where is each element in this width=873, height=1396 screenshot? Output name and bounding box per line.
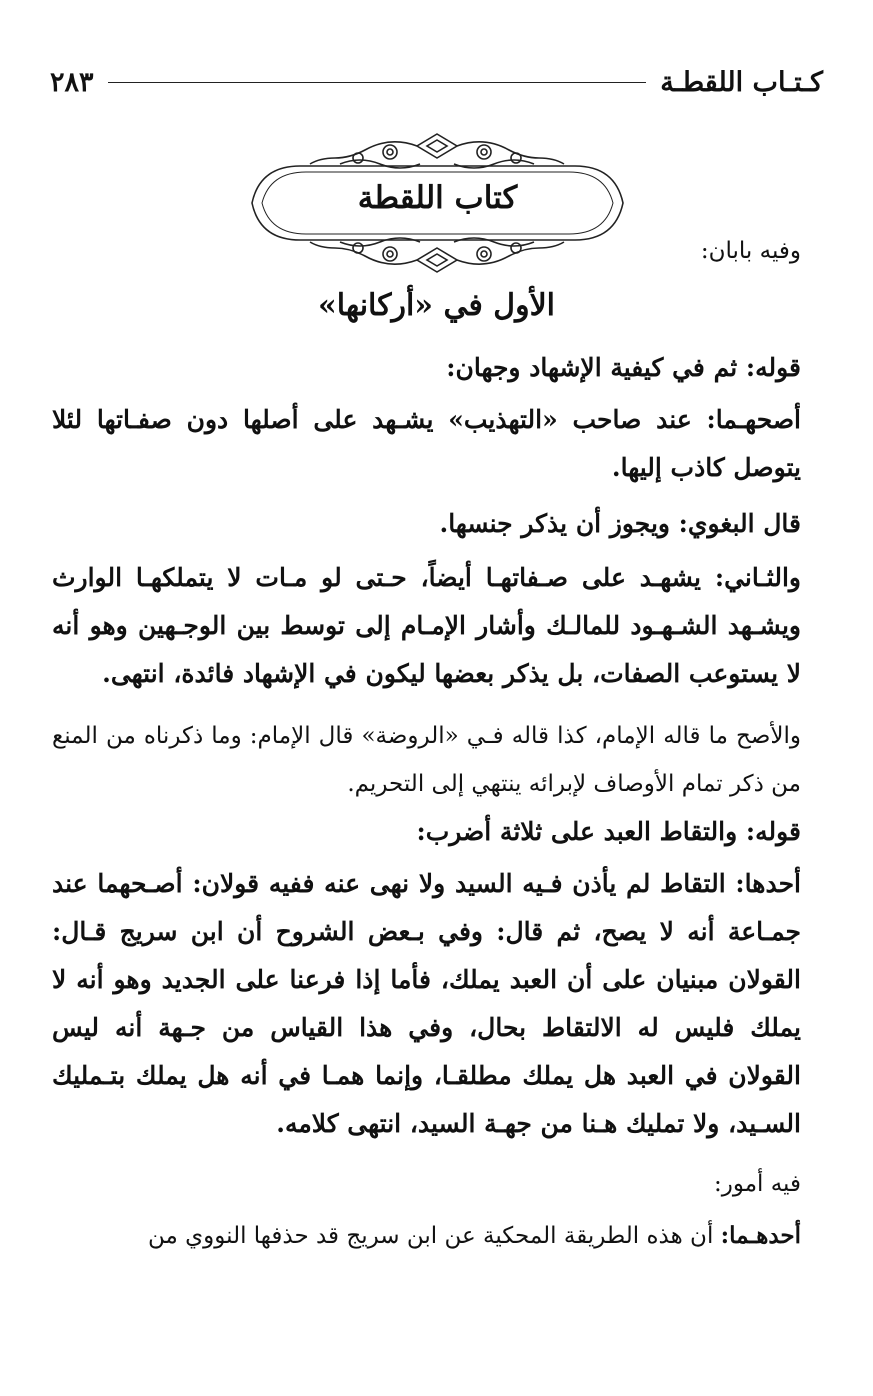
paragraph-6: قوله: والتقاط العبد على ثلاثة أضرب: bbox=[416, 817, 801, 846]
paragraph-5: والأصح ما قاله الإمام، كذا قاله فـي «الروضة» قال الإمام: وما ذكرناه من المنع من ذكر تمام الأوصاف لإبرائه ينتهي إلى التحريم. bbox=[52, 723, 801, 797]
paragraph-4: والثـاني: يشهـد على صـفاتهـا أيضاً، حـتى لو مـات لا يتملكهـا الوارث ويشـهد الشـهـود للمالـك وأشار الإمـام إلى توسط بين الوجـهين وهو أنه لا يستوعب الصفات، بل يذكر بعضها ليكون في الإشهاد فائدة، انتهى. bbox=[52, 563, 801, 688]
paragraph-1: قوله: ثم في كيفية الإشهاد وجهان: bbox=[446, 353, 801, 382]
paragraph-7: أحدها: التقاط لم يأذن فـيه السيد ولا نهى عنه ففيه قولان: أصـحهما عند جمـاعة أنه لا يصح، ثم قال: وفي بـعض الشروح أن ابن سريج قـال: القولان مبنيان على أن العبد يملك، فأما إذا فرعنا على الجديد وهو أنه لا يملك فليس له الالتقاط بحال، وفي هذا القياس من جـهة أنه ليس القولان في العبد هل يملك مطلقـا، وإنما همـا في أنه هل يملك بتـمليك السـيد، ولا تمليك هـنا من جهـة السيد، انتهى كلامه. bbox=[52, 869, 801, 1138]
intro-line: وفيه بابان: bbox=[700, 238, 801, 264]
paragraph-2: أصحهـما: عند صاحب «التهذيب» يشـهد على أصلها دون صفـاتها لئلا يتوصل كاذب إليها. bbox=[52, 405, 801, 482]
paragraph-9 bbox=[52, 1212, 801, 1260]
running-header bbox=[50, 62, 823, 102]
running-header-title: كـتـاب اللقطـة bbox=[660, 66, 823, 98]
paragraph-8: فيه أمور: bbox=[713, 1171, 801, 1197]
page-number: ٢٨٣ bbox=[50, 66, 94, 98]
book-title: كتاب اللقطة bbox=[357, 180, 518, 216]
section-heading: الأول في «أركانها» bbox=[317, 288, 556, 323]
paragraph-3: قال البغوي: ويجوز أن يذكر جنسها. bbox=[439, 509, 801, 538]
header-rule bbox=[108, 82, 647, 83]
paragraph-9-lead: أحدهـما: bbox=[720, 1222, 801, 1249]
paragraph-9-text: أن هذه الطريقة المحكية عن ابن سريج قد حذفها النووي من bbox=[148, 1223, 721, 1249]
